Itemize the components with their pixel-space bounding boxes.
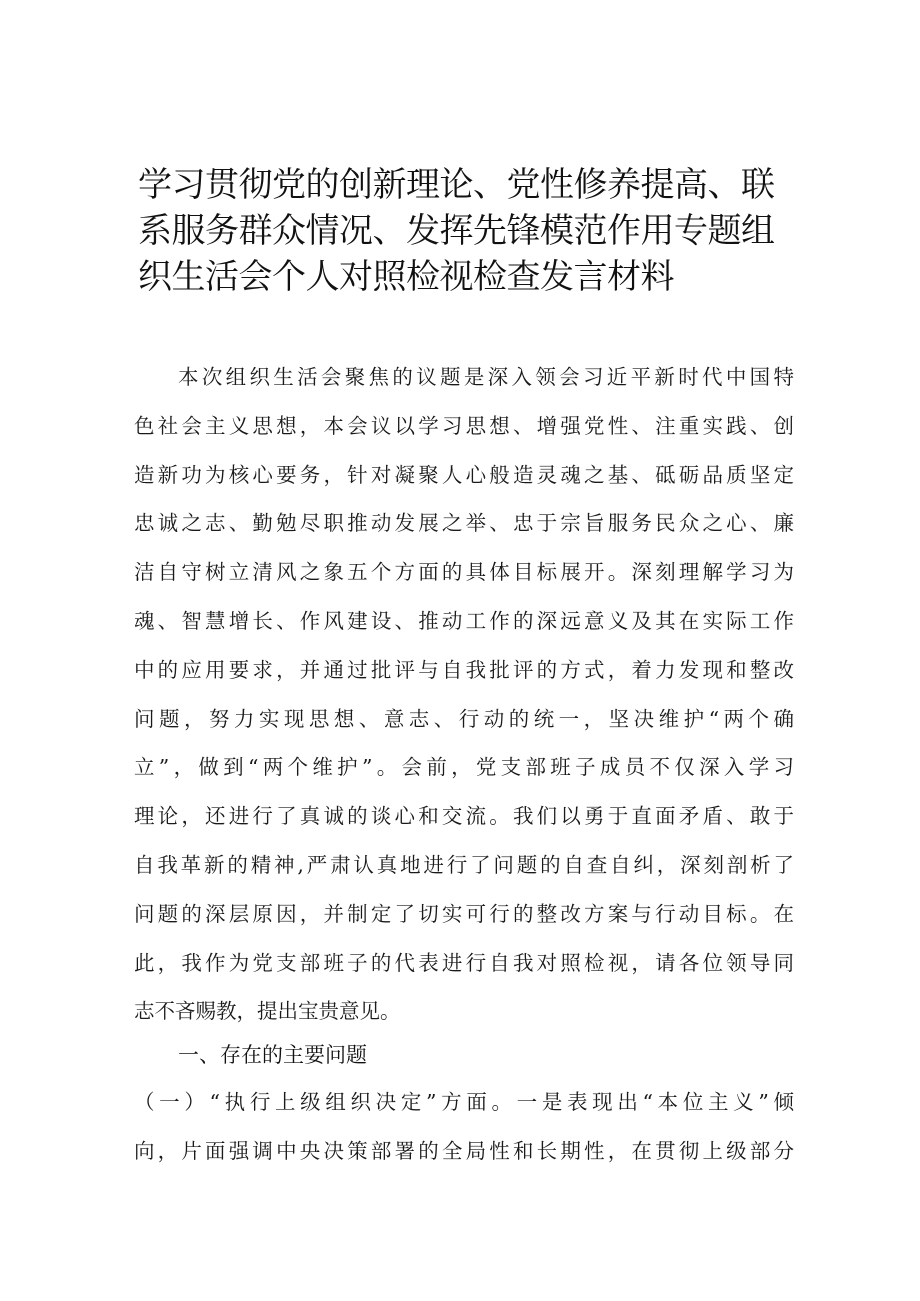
paragraph-line: 向，片面强调中央决策部署的全局性和长期性，在贯彻上级部分 [134,1138,794,1163]
paragraph-line: 洁自守树立清风之象五个方面的具体目标展开。深刻理解学习为 [134,560,794,585]
title-line: 学习贯彻党的创新理论、党性修养提高、联 [138,165,775,205]
paragraph-line: 此，我作为党支部班子的代表进行自我对照检视，请各位领导同 [134,950,794,975]
paragraph-line: 立”，做到“两个维护”。会前，党支部班子成员不仅深入学习 [134,755,794,780]
paragraph-line: 自我革新的精神,严肃认真地进行了问题的自查自纠，深刻剖析了 [134,852,794,877]
section-paragraph [134,1078,794,1176]
paragraph-line: 中的应用要求，并通过批评与自我批评的方式，着力发现和整改 [134,657,794,682]
title-line: 织生活会个人对照检视检查发言材料 [138,257,674,297]
paragraph-line: 问题，努力实现思想、意志、行动的统一，坚决维护“两个确 [134,706,794,731]
paragraph-line: 造新功为核心要务，针对凝聚人心般造灵魂之基、砥砺品质坚定 [134,462,794,487]
paragraph-line: 志不吝赐教，提出宝贵意见。 [134,999,401,1024]
paragraph-line: 色社会主义思想，本会议以学习思想、增强党性、注重实践、创 [134,413,794,438]
intro-paragraph [134,353,794,1036]
title-line: 系服务群众情况、发挥先锋模范作用专题组 [138,211,775,251]
paragraph-line: 魂、智慧增长、作风建设、推动工作的深远意义及其在实际工作 [134,608,794,633]
paragraph-line: （一）“执行上级组织决定”方面。一是表现出“本位主义”倾 [134,1090,794,1114]
document-title [138,162,788,300]
paragraph-line: 忠诚之志、勤勉尽职推动发展之举、忠于宗旨服务民众之心、廉 [134,511,794,536]
paragraph-line: 本次组织生活会聚焦的议题是深入领会习近平新时代中国特 [178,365,794,389]
section-heading: 一、存在的主要问题 [178,1043,367,1067]
paragraph-line: 理论，还进行了真诚的谈心和交流。我们以勇于直面矛盾、敢于 [134,804,794,829]
paragraph-line: 问题的深层原因，并制定了切实可行的整改方案与行动目标。在 [134,901,794,926]
